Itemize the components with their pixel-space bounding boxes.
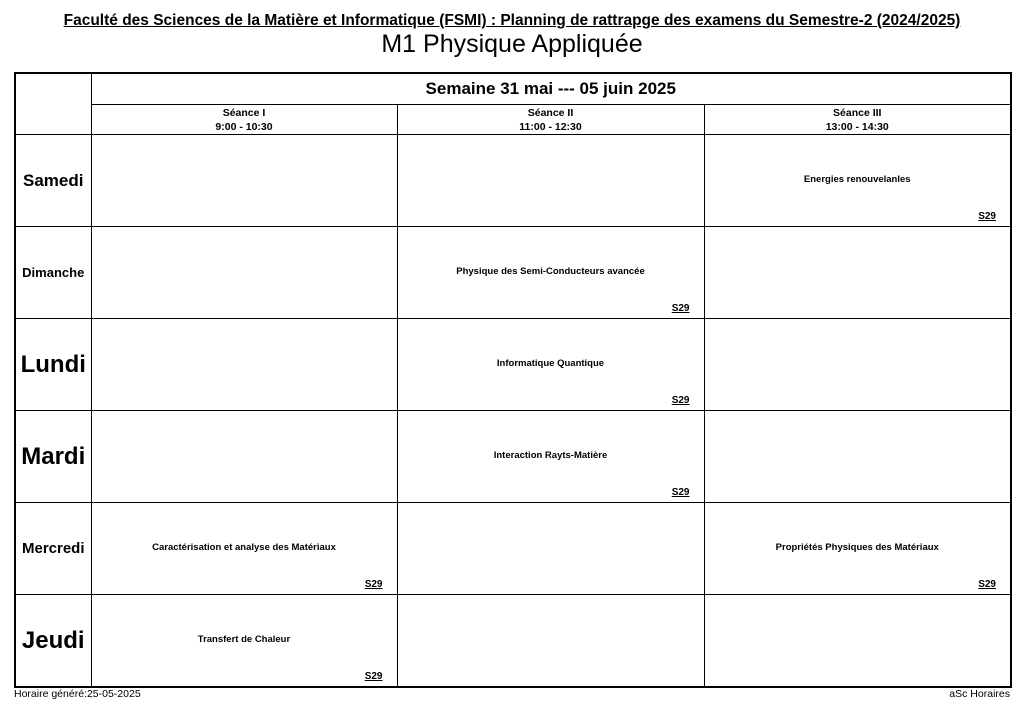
slot-cell (91, 135, 397, 227)
slot-cell (704, 503, 1011, 595)
day-row-lundi (15, 319, 1011, 411)
room-label: S29 (978, 579, 996, 590)
slot-cell (91, 595, 397, 688)
room-label: S29 (978, 211, 996, 222)
seance-name: Séance III (833, 106, 882, 119)
slot-cell (91, 227, 397, 319)
software-credit: aSc Horaires (949, 688, 1010, 700)
seance-time: 9:00 - 10:30 (215, 120, 273, 133)
course-name: Energies renouvelanles (803, 174, 911, 185)
seance-header-1 (91, 105, 397, 135)
slot-cell (91, 319, 397, 411)
document-title: Faculté des Sciences de la Matière et Informatique (FSMI) : Planning de rattrapge des examens du Semestre-2 (2024/2025) (63, 12, 961, 29)
timetable (14, 72, 1012, 688)
room-label: S29 (364, 579, 383, 590)
day-row-samedi (15, 135, 1011, 227)
seance-header-3 (704, 105, 1011, 135)
day-label: Dimanche (15, 227, 91, 319)
seance-header-2 (397, 105, 704, 135)
slot-cell (397, 595, 704, 688)
class-title: M1 Physique Appliquée (381, 30, 643, 58)
course-name: Propriétés Physiques des Matériaux (775, 542, 939, 553)
day-label: Lundi (15, 319, 91, 411)
room-label: S29 (671, 487, 690, 498)
day-row-mercredi (15, 503, 1011, 595)
slot-cell (704, 319, 1011, 411)
course-name: Transfert de Chaleur (197, 634, 291, 645)
seance-name: Séance II (527, 106, 574, 119)
day-label: Samedi (15, 135, 91, 227)
slot-cell (91, 411, 397, 503)
slot-cell (704, 595, 1011, 688)
course-name: Interaction Rayts-Matière (493, 450, 608, 461)
slot-cell (397, 227, 704, 319)
slot-cell (397, 135, 704, 227)
seance-name: Séance I (222, 106, 266, 119)
week-header: Semaine 31 mai --- 05 juin 2025 (91, 73, 1011, 105)
day-row-mardi (15, 411, 1011, 503)
day-label: Jeudi (15, 595, 91, 688)
slot-cell (397, 503, 704, 595)
course-name: Caractérisation et analyse des Matériaux (152, 542, 336, 553)
slot-cell (704, 227, 1011, 319)
course-name: Physique des Semi-Conducteurs avancée (456, 266, 645, 277)
room-label: S29 (364, 671, 383, 682)
day-row-jeudi (15, 595, 1011, 688)
day-label: Mardi (15, 411, 91, 503)
seance-time: 11:00 - 12:30 (519, 120, 582, 133)
slot-cell (397, 411, 704, 503)
seance-time: 13:00 - 14:30 (825, 120, 889, 133)
slot-cell (704, 135, 1011, 227)
corner-cell (15, 73, 91, 135)
slot-cell (397, 319, 704, 411)
day-label: Mercredi (15, 503, 91, 595)
generated-date: Horaire généré:25-05-2025 (14, 688, 141, 700)
room-label: S29 (671, 395, 690, 406)
day-row-dimanche (15, 227, 1011, 319)
room-label: S29 (671, 303, 690, 314)
slot-cell (91, 503, 397, 595)
slot-cell (704, 411, 1011, 503)
course-name: Informatique Quantique (496, 358, 605, 369)
